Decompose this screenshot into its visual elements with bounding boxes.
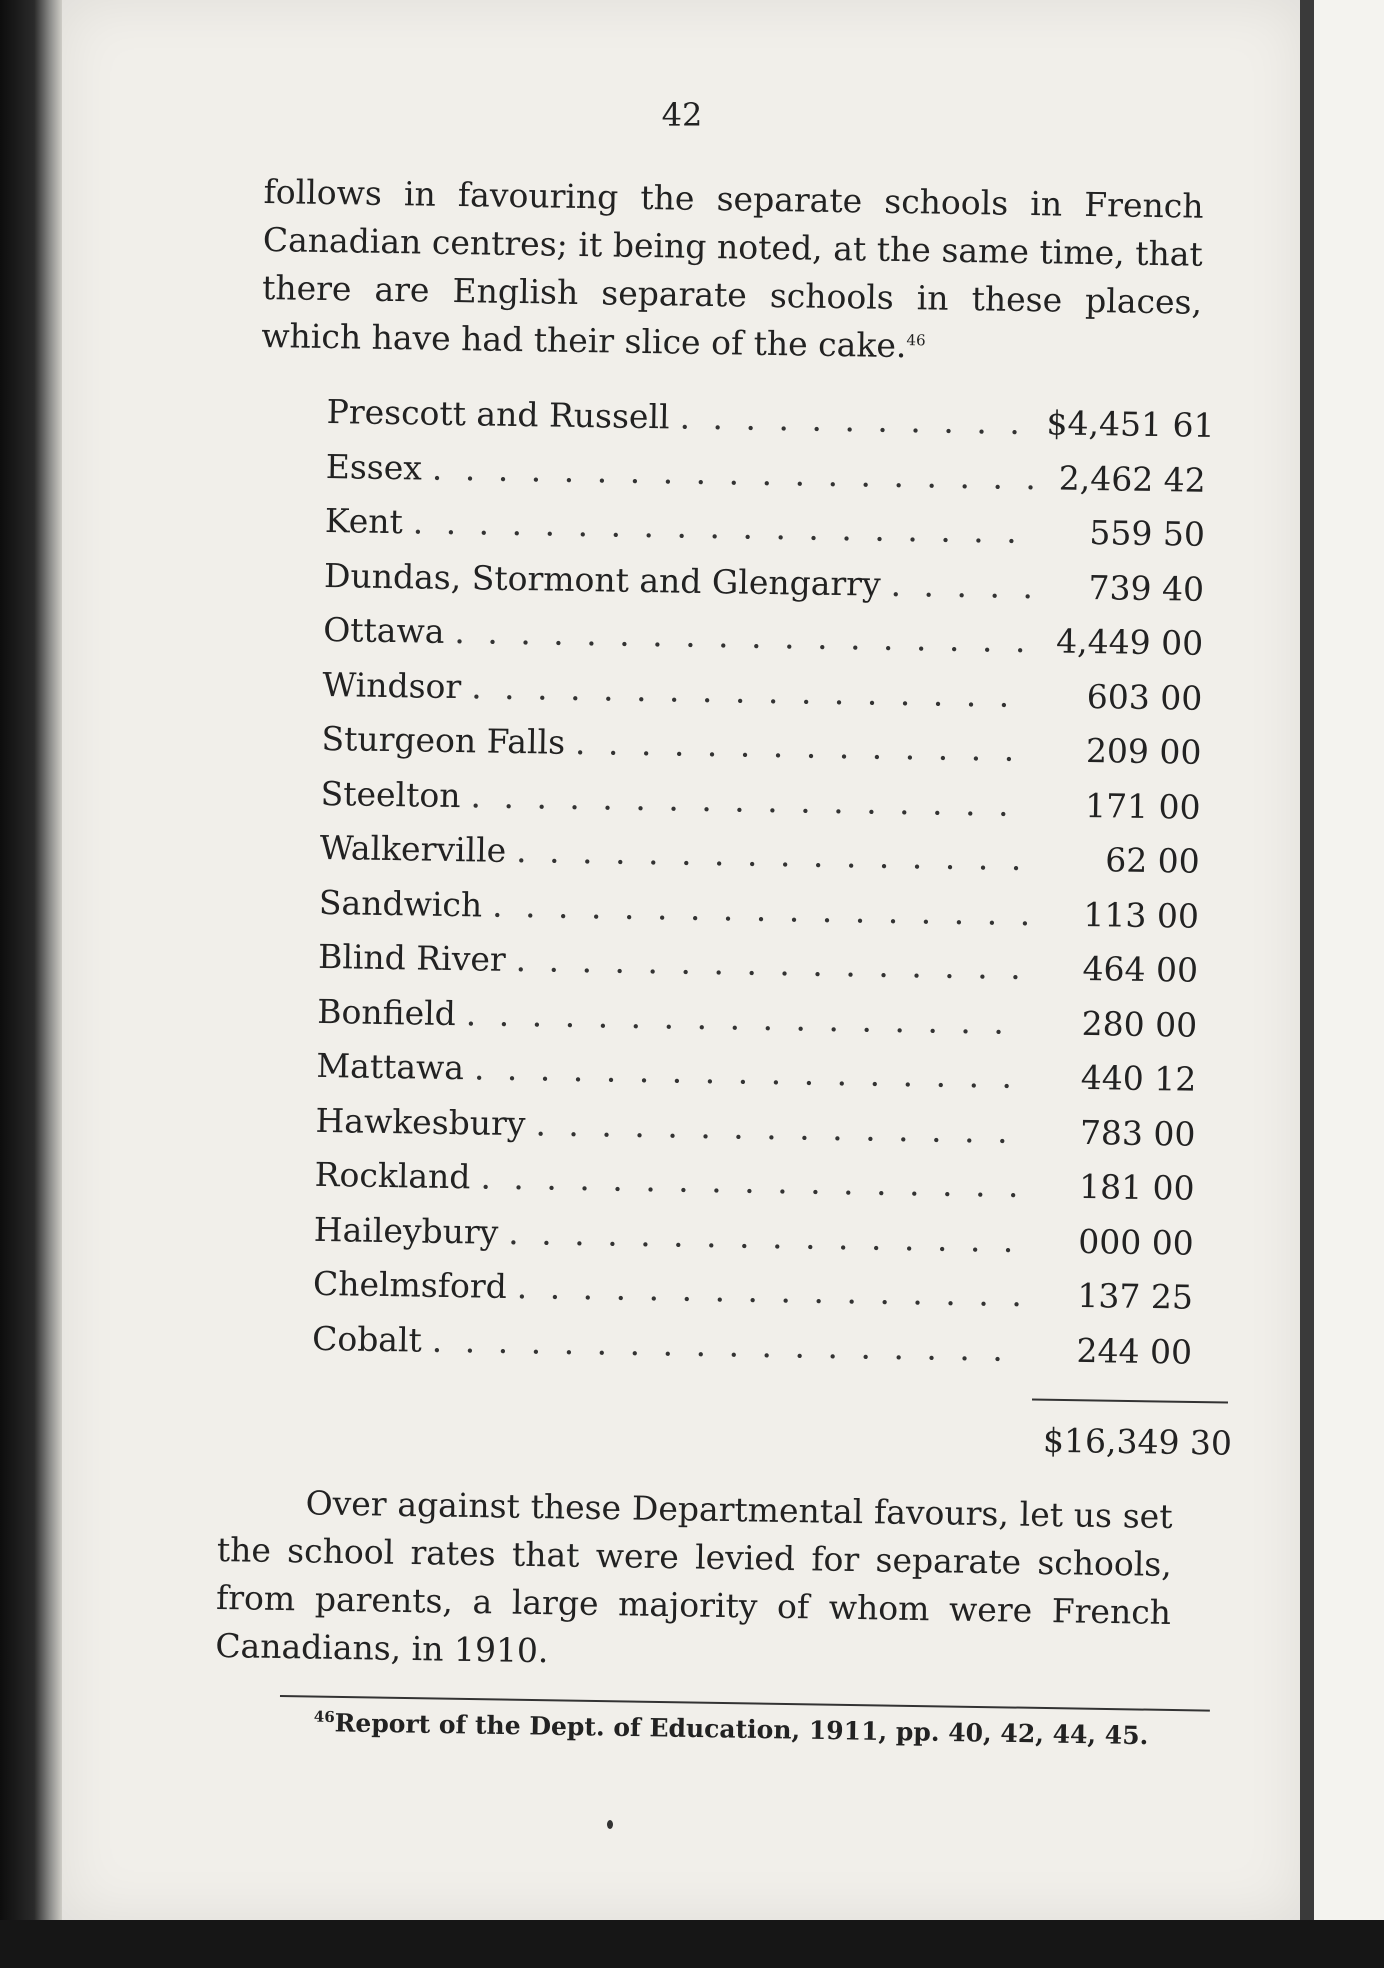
footnote-text: Report of the Dept. of Education, 1911, pp. 40, 42, 44, 45. (334, 1708, 1149, 1751)
dot-leader (679, 398, 1039, 443)
ledger-place: Blind River (317, 936, 506, 979)
footnote (314, 1708, 1214, 1751)
ledger-place: Cobalt (311, 1318, 423, 1360)
intro-paragraph-text: follows in favouring the separate schools in French Canadian centres; it being noted, at the same time, that there are English separate schools in these places, which have had their slice of the cake. (261, 171, 1204, 366)
dot-leader (516, 1267, 1025, 1314)
sum-rule (1032, 1398, 1228, 1403)
ledger-place: Prescott and Russell (326, 392, 670, 437)
ledger-place: Bonfield (316, 991, 457, 1033)
ledger-place: Rockland (314, 1154, 471, 1197)
dot-leader (454, 612, 1035, 660)
dot-leader (471, 667, 1035, 715)
grant-ledger (311, 392, 1215, 1387)
dot-leader (474, 1048, 1029, 1096)
dot-leader (432, 1320, 1025, 1368)
ledger-place: Mattawa (316, 1045, 465, 1088)
ledger-place: Essex (325, 446, 423, 487)
dot-leader (508, 1212, 1026, 1259)
scan-border (0, 1920, 1384, 1968)
ledger-amount: 244 00 (1076, 1330, 1193, 1372)
ledger-amount: 559 50 (1089, 512, 1206, 554)
closing-paragraph: Over against these Departmental favours, let us set the school rates that were levied for separate schools, from parents, a large majority of whom were French Canadians, in 1910. (215, 1483, 1173, 1671)
dot-leader (890, 564, 1036, 605)
page-number: 42 (661, 96, 703, 134)
ledger-place: Sandwich (318, 882, 483, 924)
dot-leader (515, 940, 1030, 987)
ledger-amount: 603 00 (1086, 676, 1203, 718)
dot-leader (575, 723, 1034, 769)
intro-paragraph (261, 168, 1204, 375)
ledger-amount: 181 00 (1078, 1166, 1195, 1208)
ledger-amount: 137 25 (1077, 1275, 1194, 1317)
ledger-amount: 62 00 (1104, 840, 1201, 881)
adjacent-page (1314, 0, 1384, 1920)
ledger-place: Sturgeon Falls (321, 718, 566, 762)
ledger-amount: 000 00 (1077, 1221, 1195, 1263)
ink-speck (607, 1820, 613, 1829)
ledger-total: $16,349 30 (1042, 1420, 1233, 1463)
footnote-reference: 46 (906, 331, 926, 350)
ledger-place: Kent (324, 500, 404, 542)
dot-leader (480, 1158, 1027, 1206)
book-gutter (0, 0, 62, 1968)
ledger-place: Windsor (322, 664, 462, 706)
ledger-amount: 2,462 42 (1058, 458, 1207, 500)
ledger-amount: 739 40 (1088, 567, 1205, 609)
dot-leader (516, 831, 1032, 878)
ledger-place: Steelton (320, 773, 461, 815)
dot-leader (466, 994, 1030, 1042)
dot-leader (492, 885, 1031, 932)
dot-leader (432, 448, 1038, 497)
ledger-amount: 464 00 (1082, 948, 1199, 990)
ledger-place: Chelmsford (312, 1263, 508, 1306)
ledger-amount: 783 00 (1079, 1112, 1196, 1154)
footnote-mark: 46 (313, 1707, 335, 1726)
ledger-amount: 440 12 (1080, 1057, 1197, 1099)
ledger-place: Walkerville (319, 827, 507, 870)
page-edge-shadow (1300, 0, 1314, 1920)
ledger-amount: 209 00 (1085, 730, 1202, 772)
ledger-amount: 171 00 (1084, 785, 1201, 827)
dot-leader (535, 1104, 1028, 1151)
ledger-amount: 4,449 00 (1055, 621, 1204, 663)
dot-leader (470, 776, 1033, 824)
ledger-place: Ottawa (322, 609, 445, 651)
ledger-amount: $4,451 61 (1046, 403, 1215, 445)
ledger-amount: 113 00 (1083, 894, 1200, 936)
ledger-place: Dundas, Stormont and Glengarry (323, 555, 881, 604)
page (62, 0, 1302, 1920)
ledger-amount: 280 00 (1081, 1003, 1198, 1045)
ledger-place: Haileybury (313, 1209, 499, 1252)
ledger-place: Hawkesbury (315, 1100, 526, 1143)
